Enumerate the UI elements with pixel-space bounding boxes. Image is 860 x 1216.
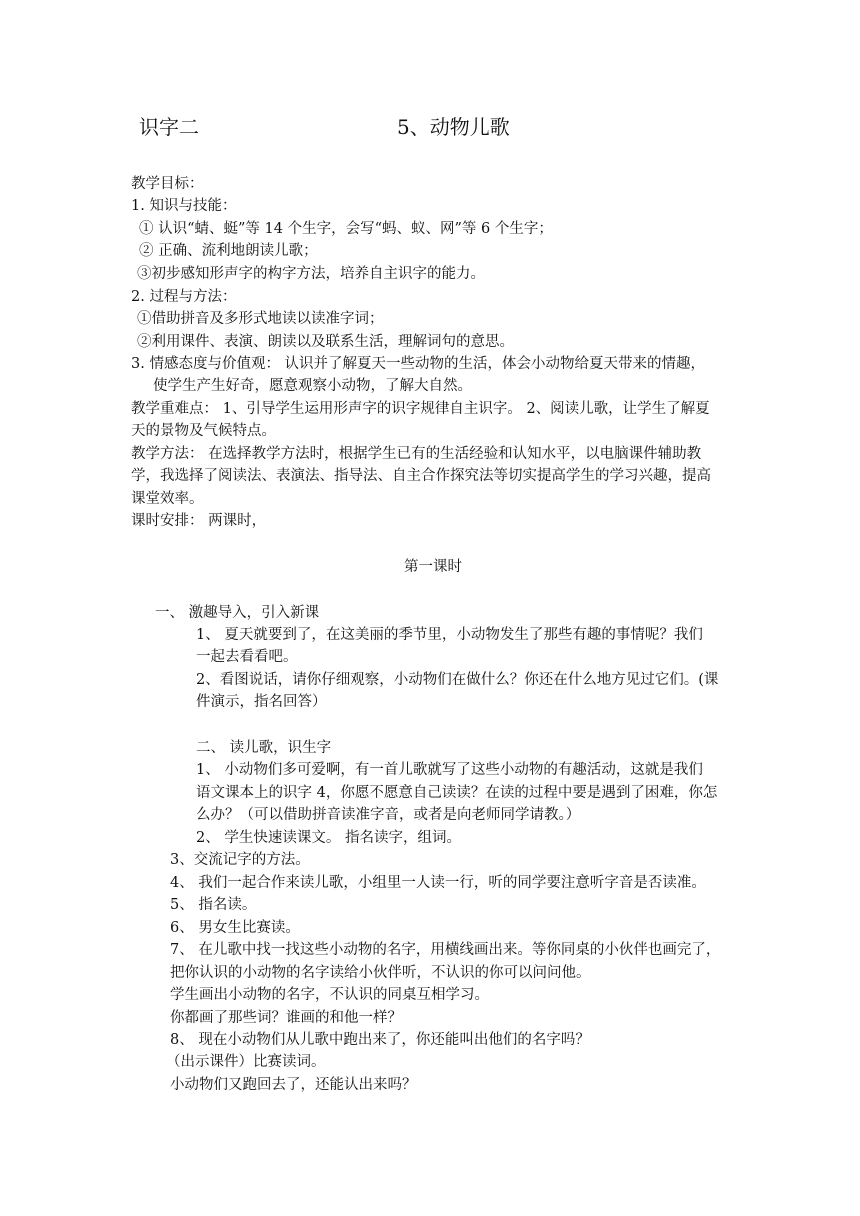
part-1-step-1-line2: 一起去看看吧。 bbox=[196, 649, 298, 665]
part-2-step-1-line3: 么办？（可以借助拼音读准字音，或者是向老师同学请教。） bbox=[196, 807, 581, 823]
part-1-step-1-line1: 1、 夏天就要到了，在这美丽的季节里，小动物发生了那些有趣的事情呢？我们 bbox=[196, 627, 703, 643]
goal-1-b: ② 正确、流利地朗读儿歌； bbox=[139, 243, 318, 259]
step-3: 3、交流记字的方法。 bbox=[170, 852, 310, 868]
step-8-line1: 8、 现在小动物们从儿歌中跑出来了，你还能叫出他们的名字吗？ bbox=[170, 1032, 590, 1048]
goal-1-a: ① 认识“蜻、蜓”等 14 个生字，会写“蚂、蚁、网”等 6 个生字； bbox=[139, 221, 553, 237]
step-4: 4、 我们一起合作来读儿歌，小组里一人读一行，听的同学要注意听字音是否读准。 bbox=[170, 875, 706, 891]
methods-line1: 教学方法： 在选择教学方法时，根据学生已有的生活经验和认知水平，以电脑课件辅助教 bbox=[131, 446, 702, 462]
methods-line3: 课堂效率。 bbox=[131, 491, 204, 507]
goal-1-c: ③初步感知形声字的构字方法，培养自主识字的能力。 bbox=[137, 266, 485, 282]
step-8-line2: （出示课件）比赛读词。 bbox=[166, 1054, 326, 1070]
goals-heading: 教学目标： bbox=[131, 176, 204, 192]
goal-1-title: 1. 知识与技能： bbox=[131, 198, 237, 214]
step-7-line1: 7、 在儿歌中找一找这些小动物的名字，用横线画出来。等你同桌的小伙伴也画完了， bbox=[170, 942, 721, 958]
step-8-line3: 小动物们又跑回去了，还能认出来吗？ bbox=[170, 1077, 417, 1093]
section-label: 识字二 bbox=[139, 115, 199, 139]
step-7-line4: 你都画了那些词？谁画的和他一样？ bbox=[170, 1010, 402, 1026]
step-7-line3: 学生画出小动物的名字，不认识的同桌互相学习。 bbox=[170, 987, 489, 1003]
key-points-line1: 教学重难点： 1、引导学生运用形声字的识字规律自主识字。 2、阅读儿歌，让学生了解夏 bbox=[131, 401, 710, 417]
part-2-step-1-line2: 语文课本上的识字 4，你愿不愿意自己读读？在读的过程中要是遇到了困难，你怎 bbox=[196, 785, 718, 801]
goal-2-title: 2. 过程与方法： bbox=[131, 289, 237, 305]
schedule: 课时安排： 两课时， bbox=[131, 513, 267, 529]
part-1-title: 一、 激趣导入，引入新课 bbox=[155, 605, 320, 621]
key-points-line2: 天的景物及气候特点。 bbox=[131, 423, 276, 439]
part-1-step-2-line2: 件演示，指名回答） bbox=[196, 694, 327, 710]
part-1-step-2-line1: 2、看图说话，请你仔细观察，小动物们在做什么？你还在什么地方见过它们。(课 bbox=[196, 672, 719, 688]
goal-2-a: ①借助拼音及多形式地读以读准字词； bbox=[137, 311, 384, 327]
goal-3-line2: 使学生产生好奇，愿意观察小动物，了解大自然。 bbox=[153, 378, 472, 394]
step-6: 6、 男女生比赛读。 bbox=[170, 920, 300, 936]
goal-3-line1: 3. 情感态度与价值观： 认识并了解夏天一些动物的生活，体会小动物给夏天带来的情趣， bbox=[131, 356, 706, 372]
goal-2-b: ②利用课件、表演、朗读以及联系生活，理解词句的意思。 bbox=[137, 334, 514, 350]
part-2-title: 二、 读儿歌，识生字 bbox=[196, 740, 332, 756]
step-7-line2: 把你认识的小动物的名字读给小伙伴听，不认识的你可以问问他。 bbox=[170, 965, 591, 981]
page-title: 5、动物儿歌 bbox=[397, 115, 510, 139]
methods-line2: 学，我选择了阅读法、表演法、指导法、自主合作探究法等切实提高学生的学习兴趣，提高 bbox=[131, 468, 711, 484]
part-2-step-2: 2、 学生快速读课文。 指名读字，组词。 bbox=[196, 830, 461, 846]
lesson-heading: 第一课时 bbox=[404, 559, 462, 575]
step-5: 5、 指名读。 bbox=[170, 897, 257, 913]
part-2-step-1-line1: 1、 小动物们多可爱啊，有一首儿歌就写了这些小动物的有趣活动，这就是我们 bbox=[196, 762, 703, 778]
